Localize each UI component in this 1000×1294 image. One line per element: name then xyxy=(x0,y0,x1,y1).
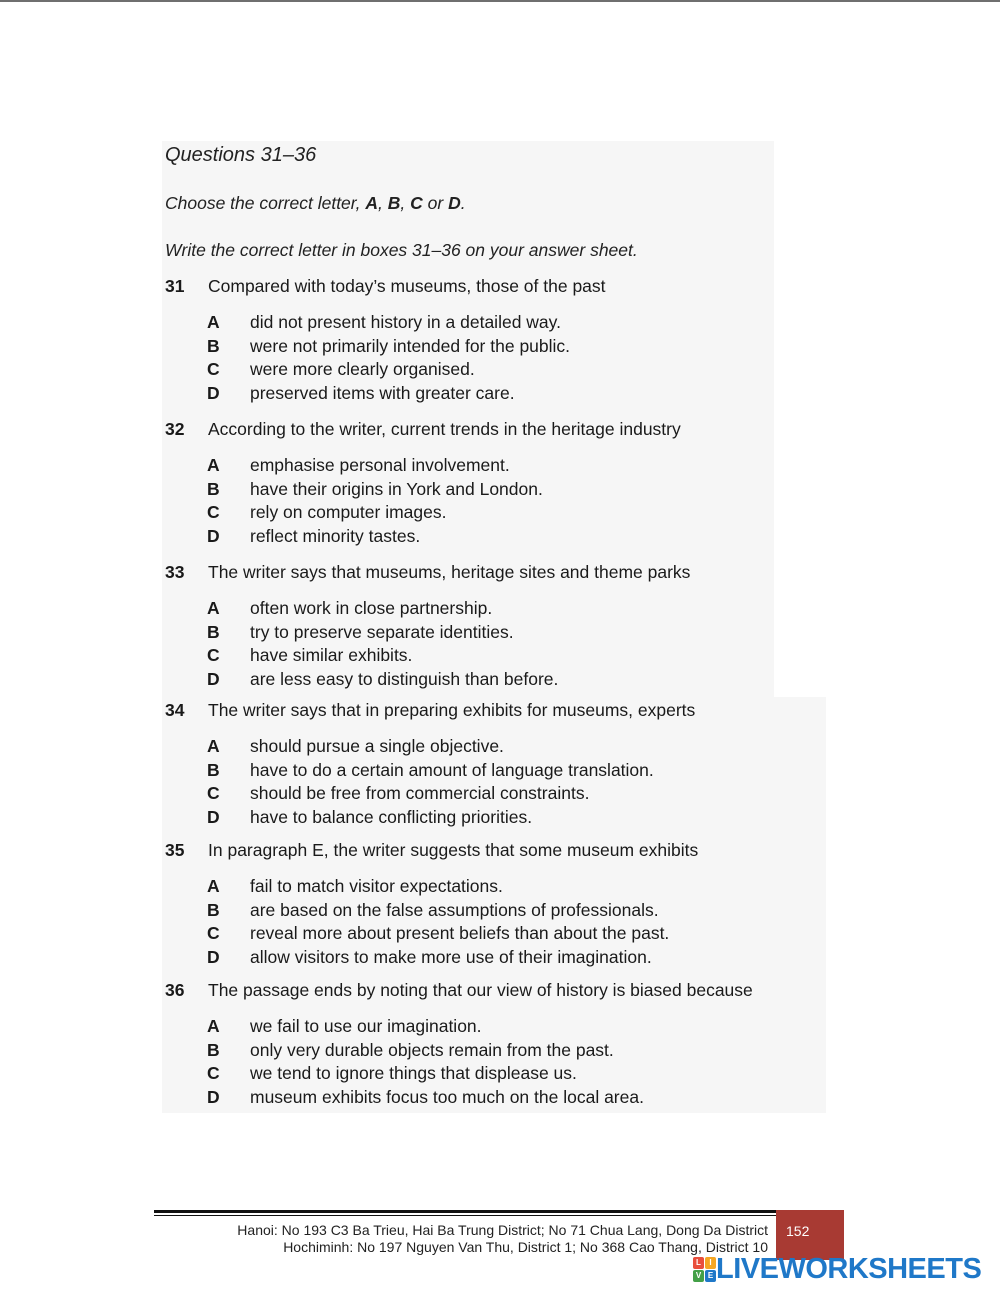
option-text: should pursue a single objective. xyxy=(250,736,504,756)
option-letter: A xyxy=(207,598,220,618)
instruction-separator: , xyxy=(378,193,388,213)
liveworksheets-logo-icon xyxy=(693,1257,715,1281)
option-letter: C xyxy=(207,1063,220,1083)
option-letter: B xyxy=(207,759,220,780)
option-text: fail to match visitor expectations. xyxy=(250,876,503,896)
question-stem xyxy=(165,276,825,302)
option-text: only very durable objects remain from the past. xyxy=(250,1039,614,1060)
option-text: we fail to use our imagination. xyxy=(250,1016,482,1036)
option-text: did not present history in a detailed way. xyxy=(250,312,561,332)
option-letter: A xyxy=(207,876,220,896)
option-text: were more clearly organised. xyxy=(250,359,475,379)
option-a[interactable] xyxy=(207,455,825,479)
question-36 xyxy=(165,980,825,1110)
option-letter: D xyxy=(207,668,220,689)
question-number: 36 xyxy=(165,980,185,1000)
question-text: The passage ends by noting that our view of history is biased because xyxy=(208,980,753,1000)
option-text: are less easy to distinguish than before. xyxy=(250,668,559,689)
option-text: museum exhibits focus too much on the local area. xyxy=(250,1086,644,1107)
option-letter: D xyxy=(207,1086,220,1107)
option-list xyxy=(165,312,825,406)
option-text: often work in close partnership. xyxy=(250,598,493,618)
instruction-letter-b: B xyxy=(387,193,401,213)
question-number: 34 xyxy=(165,700,185,720)
option-list xyxy=(165,736,825,830)
option-letter: C xyxy=(207,645,220,665)
option-letter: B xyxy=(207,621,220,642)
section-title: Questions 31–36 xyxy=(165,144,317,166)
question-number: 32 xyxy=(165,419,185,439)
option-text: preserved items with greater care. xyxy=(250,382,515,403)
instruction-answer-sheet: Write the correct letter in boxes 31–36 on your answer sheet. xyxy=(165,240,638,260)
option-text: are based on the false assumptions of professionals. xyxy=(250,899,659,920)
option-c[interactable] xyxy=(207,359,825,383)
option-text: were not primarily intended for the public. xyxy=(250,335,571,356)
instruction-letter-a: A xyxy=(365,193,379,213)
instruction-separator: , xyxy=(400,193,411,213)
question-number: 31 xyxy=(165,276,185,296)
option-letter: B xyxy=(207,899,220,920)
logo-tile-e: E xyxy=(705,1270,716,1282)
logo-tile-v: V xyxy=(693,1270,704,1282)
question-text: Compared with today’s museums, those of the past xyxy=(208,276,606,296)
option-list xyxy=(165,876,825,970)
option-c[interactable] xyxy=(207,502,825,526)
option-text: should be free from commercial constraints. xyxy=(250,783,590,803)
option-c[interactable] xyxy=(207,923,825,947)
question-stem xyxy=(165,980,825,1006)
option-letter: C xyxy=(207,923,220,943)
option-d[interactable] xyxy=(207,669,825,693)
option-a[interactable] xyxy=(207,312,825,336)
logo-tile-i: I xyxy=(705,1257,716,1269)
question-32 xyxy=(165,419,825,549)
option-d[interactable] xyxy=(207,1087,825,1111)
option-letter: B xyxy=(207,335,220,356)
question-text: According to the writer, current trends in the heritage industry xyxy=(208,419,681,439)
option-c[interactable] xyxy=(207,645,825,669)
option-letter: D xyxy=(207,382,220,403)
instruction-or: or xyxy=(422,193,449,213)
question-31 xyxy=(165,276,825,406)
option-b[interactable] xyxy=(207,900,825,924)
option-text: allow visitors to make more use of their imagination. xyxy=(250,946,652,967)
option-text: emphasise personal involvement. xyxy=(250,455,510,475)
option-letter: C xyxy=(207,783,220,803)
option-d[interactable] xyxy=(207,807,825,831)
question-number: 33 xyxy=(165,562,185,582)
footer-rule-thin xyxy=(154,1215,778,1216)
option-b[interactable] xyxy=(207,1040,825,1064)
option-text: have similar exhibits. xyxy=(250,645,413,665)
instruction-choose-letter xyxy=(165,193,466,214)
question-stem xyxy=(165,419,825,445)
option-b[interactable] xyxy=(207,622,825,646)
brand-name: LIVEWORKSHEETS xyxy=(716,1253,982,1285)
option-d[interactable] xyxy=(207,526,825,550)
logo-tile-l: L xyxy=(693,1257,704,1269)
option-text: have to do a certain amount of language translation. xyxy=(250,759,654,780)
option-letter: B xyxy=(207,1039,220,1060)
instruction-end: . xyxy=(460,193,466,213)
question-stem xyxy=(165,840,825,866)
option-letter: A xyxy=(207,312,220,332)
option-letter: B xyxy=(207,478,220,499)
question-stem xyxy=(165,562,825,588)
option-text: reflect minority tastes. xyxy=(250,525,421,546)
option-letter: D xyxy=(207,806,220,827)
instruction-text: Choose the correct letter, xyxy=(165,193,366,213)
liveworksheets-brand[interactable] xyxy=(693,1254,981,1284)
question-text: The writer says that museums, heritage sites and theme parks xyxy=(208,562,691,582)
option-text: rely on computer images. xyxy=(250,502,447,522)
option-text: have their origins in York and London. xyxy=(250,478,543,499)
question-stem xyxy=(165,700,825,726)
option-letter: A xyxy=(207,736,220,756)
option-d[interactable] xyxy=(207,947,825,971)
question-text: The writer says that in preparing exhibits for museums, experts xyxy=(208,700,696,720)
option-text: have to balance conflicting priorities. xyxy=(250,806,533,827)
option-text: try to preserve separate identities. xyxy=(250,621,514,642)
option-text: reveal more about present beliefs than about the past. xyxy=(250,923,670,943)
question-33 xyxy=(165,562,825,692)
question-text: In paragraph E, the writer suggests that some museum exhibits xyxy=(208,840,699,860)
option-d[interactable] xyxy=(207,383,825,407)
footer-address xyxy=(237,1222,768,1256)
option-letter: D xyxy=(207,946,220,967)
option-list xyxy=(165,1016,825,1110)
footer-address-hochiminh: Hochiminh: No 197 Nguyen Van Thu, District 1; No 368 Cao Thang, District 10 xyxy=(283,1239,768,1255)
question-34 xyxy=(165,700,825,830)
option-c[interactable] xyxy=(207,783,825,807)
top-border xyxy=(0,0,1000,2)
option-c[interactable] xyxy=(207,1063,825,1087)
option-letter: A xyxy=(207,1016,220,1036)
footer-address-hanoi: Hanoi: No 193 C3 Ba Trieu, Hai Ba Trung District; No 71 Chua Lang, Dong Da District xyxy=(237,1222,768,1238)
option-letter: D xyxy=(207,525,220,546)
option-list xyxy=(165,455,825,549)
option-b[interactable] xyxy=(207,336,825,360)
option-a[interactable] xyxy=(207,736,825,760)
option-list xyxy=(165,598,825,692)
option-b[interactable] xyxy=(207,479,825,503)
instruction-letter-d: D xyxy=(448,193,461,213)
page-number-badge: 152 xyxy=(776,1210,844,1260)
option-letter: C xyxy=(207,359,220,379)
question-number: 35 xyxy=(165,840,185,860)
option-a[interactable] xyxy=(207,876,825,900)
question-35 xyxy=(165,840,825,970)
option-a[interactable] xyxy=(207,598,825,622)
option-letter: A xyxy=(207,455,220,475)
footer-rule xyxy=(154,1210,778,1213)
instruction-letter-c: C xyxy=(410,193,423,213)
option-b[interactable] xyxy=(207,760,825,784)
option-a[interactable] xyxy=(207,1016,825,1040)
option-letter: C xyxy=(207,502,220,522)
option-text: we tend to ignore things that displease us. xyxy=(250,1063,577,1083)
